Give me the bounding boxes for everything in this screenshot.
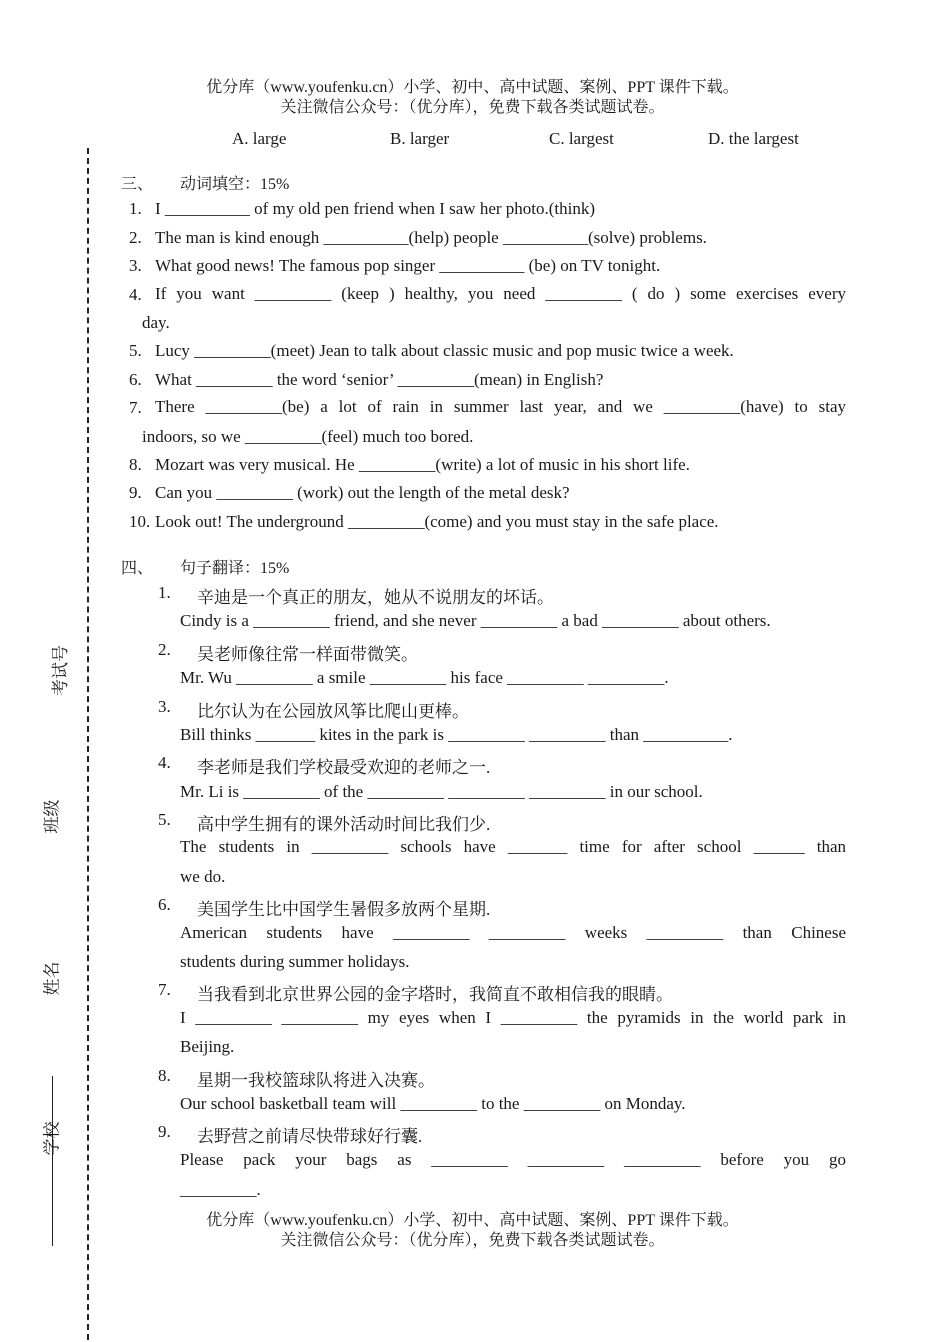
s3-item-text: There _________(be) a lot of rain in summer last year, and we _________(have) to stay <box>155 397 846 416</box>
s3-item-num: 5. <box>129 341 142 360</box>
s4-item-num: 8. <box>158 1066 171 1085</box>
section4-title: 句子翻译：15% <box>180 560 290 577</box>
section3-title: 动词填空：15% <box>180 176 290 193</box>
s4-item-chinese: 辛迪是一个真正的朋友，她从不说朋友的坏话。 <box>197 588 554 607</box>
side-label-exam-number: 考试号 <box>51 645 70 696</box>
s4-item-english-cont: _________. <box>180 1180 261 1199</box>
s4-item-num: 2. <box>158 640 171 659</box>
s4-item-chinese: 当我看到北京世界公园的金字塔时，我简直不敢相信我的眼睛。 <box>197 985 673 1004</box>
s3-item-num: 7. <box>129 398 142 417</box>
s4-item-english: The students in _________ schools have _______ time for after school ______ than <box>180 837 846 856</box>
s3-item-num: 10. <box>129 512 151 531</box>
s3-item-text: The man is kind enough __________(help) people __________(solve) problems. <box>155 228 707 247</box>
s4-item-chinese: 美国学生比中国学生暑假多放两个星期. <box>197 900 491 919</box>
s4-item-english: Cindy is a _________ friend, and she never _________ a bad _________ about others. <box>180 611 771 630</box>
s4-item-english-cont: we do. <box>180 867 226 886</box>
footer-line-2: 关注微信公众号：（优分库），免费下载各类试题试卷。 <box>280 1232 665 1249</box>
s4-item-num: 6. <box>158 895 171 914</box>
s3-item-text: Lucy _________(meet) Jean to talk about classic music and pop music twice a week. <box>155 341 734 360</box>
s4-item-num: 4. <box>158 753 171 772</box>
s4-item-chinese: 高中学生拥有的课外活动时间比我们少. <box>197 815 491 834</box>
s4-item-english: Mr. Wu _________ a smile _________ his face _________ _________. <box>180 668 669 687</box>
side-label-name: 姓名 <box>42 961 62 996</box>
s3-item-text: Can you _________ (work) out the length of the metal desk? <box>155 483 570 502</box>
side-label-school: 学校 <box>42 1121 62 1156</box>
s3-item-num: 2. <box>129 228 142 247</box>
s3-item-text: What _________ the word ‘senior’ _________(mean) in English? <box>155 370 604 389</box>
s4-item-num: 9. <box>158 1122 171 1141</box>
option-b: B. larger <box>390 129 450 148</box>
s4-item-chinese: 去野营之前请尽快带球好行囊. <box>197 1127 423 1146</box>
side-label-class: 班级 <box>42 799 62 834</box>
s3-item-text: If you want _________ (keep ) healthy, you need _________ ( do ) some exercises every <box>155 284 846 303</box>
s4-item-chinese: 比尔认为在公园放风筝比爬山更棒。 <box>197 702 469 721</box>
s4-item-english: Our school basketball team will _________ to the _________ on Monday. <box>180 1094 686 1113</box>
s4-item-english: Please pack your bags as _________ _________ _________ before you go <box>180 1150 846 1169</box>
header-line-1: 优分库（www.youfenku.cn）小学、初中、高中试题、案例、PPT 课件下载。 <box>206 79 739 96</box>
s3-item-continuation: indoors, so we _________(feel) much too bored. <box>142 427 474 446</box>
s4-item-chinese: 李老师是我们学校最受欢迎的老师之一. <box>197 758 491 777</box>
s4-item-english-cont: Beijing. <box>180 1037 235 1056</box>
section4-number: 四、 <box>121 560 154 577</box>
header-line-2: 关注微信公众号：（优分库），免费下载各类试题试卷。 <box>280 99 665 116</box>
s3-item-num: 3. <box>129 256 142 275</box>
s3-item-num: 8. <box>129 455 142 474</box>
option-d: D. the largest <box>708 129 799 148</box>
s3-item-text: Mozart was very musical. He _________(write) a lot of music in his short life. <box>155 455 690 474</box>
s4-item-english: Mr. Li is _________ of the _________ _________ _________ in our school. <box>180 782 703 801</box>
footer-line-1: 优分库（www.youfenku.cn）小学、初中、高中试题、案例、PPT 课件下载。 <box>206 1212 739 1229</box>
s4-item-num: 7. <box>158 980 171 999</box>
s3-item-text: Look out! The underground _________(come) and you must stay in the safe place. <box>155 512 719 531</box>
option-a: A. large <box>232 129 287 148</box>
s4-item-english: I _________ _________ my eyes when I _________ the pyramids in the world park in <box>180 1008 846 1027</box>
s3-item-text: What good news! The famous pop singer __________ (be) on TV tonight. <box>155 256 661 275</box>
option-c: C. largest <box>549 129 614 148</box>
s4-item-english: American students have _________ _________ weeks _________ than Chinese <box>180 923 846 942</box>
s3-item-continuation: day. <box>142 313 170 332</box>
s3-item-num: 4. <box>129 285 142 304</box>
s4-item-english-cont: students during summer holidays. <box>180 952 410 971</box>
s3-item-num: 9. <box>129 483 142 502</box>
s4-item-chinese: 吴老师像往常一样面带微笑。 <box>197 645 418 664</box>
s4-item-num: 3. <box>158 697 171 716</box>
binding-dashed-line <box>87 148 89 1340</box>
s3-item-text: I __________ of my old pen friend when I saw her photo.(think) <box>155 199 596 218</box>
s3-item-num: 6. <box>129 370 142 389</box>
s4-item-num: 5. <box>158 810 171 829</box>
s3-item-num: 1. <box>129 199 142 218</box>
s4-item-english: Bill thinks _______ kites in the park is _________ _________ than __________. <box>180 725 733 744</box>
s4-item-chinese: 星期一我校篮球队将进入决赛。 <box>197 1071 435 1090</box>
s4-item-num: 1. <box>158 583 171 602</box>
section3-number: 三、 <box>121 176 154 193</box>
